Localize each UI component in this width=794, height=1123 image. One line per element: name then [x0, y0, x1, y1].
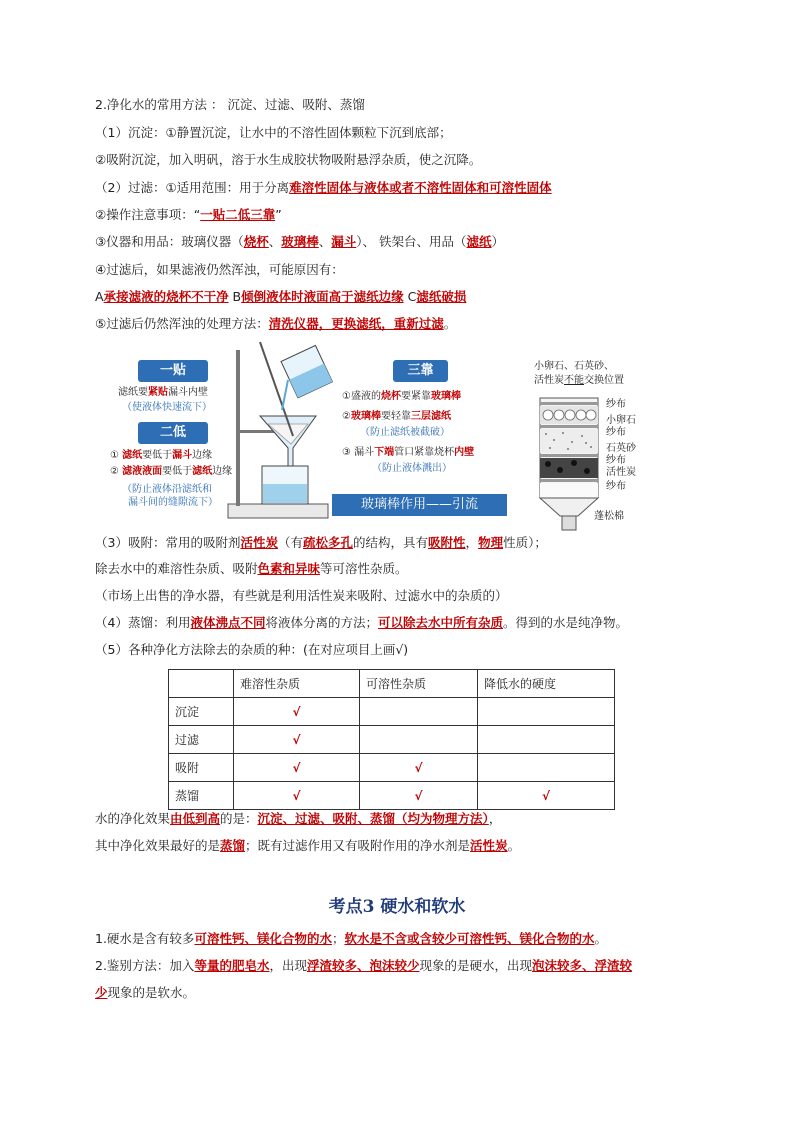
fig-note: 漏斗间的缝隙流下） — [128, 497, 218, 508]
text: 漏斗内壁 — [168, 387, 208, 398]
text: ① — [110, 450, 123, 461]
text: 要低于 — [142, 450, 173, 461]
text: 要紧靠 — [400, 391, 431, 402]
table-header-cell: 降低水的硬度 — [478, 670, 615, 698]
text: 将液体分离的方法； — [265, 615, 378, 630]
text-line — [95, 810, 501, 828]
table-header-row — [169, 670, 615, 698]
text: ④过滤后，如果滤液仍然浑浊，可能原因有： — [95, 262, 344, 277]
text-line — [95, 957, 632, 975]
text-line — [95, 930, 607, 948]
text: ③ 漏斗 — [342, 447, 375, 458]
purification-table — [168, 669, 615, 810]
table-row — [169, 782, 615, 810]
key-answer: 一贴二低三靠 — [200, 207, 276, 222]
text-line — [95, 837, 520, 855]
text: ②吸附沉淀，加入明矾，溶于水生成胶状物吸附悬浮杂质，使之沉降。 — [95, 152, 482, 167]
tag-three-lean: 三靠 — [393, 360, 448, 382]
check-cell: √ — [234, 754, 360, 782]
key-answer: 蒸馏 — [220, 838, 246, 853]
check-cell: √ — [234, 726, 360, 754]
key-answer: 倾倒液体时液面高于滤纸边缘 — [241, 289, 404, 304]
key-answer: 清洗仪器，更换滤纸，重新过滤 — [268, 316, 444, 331]
fig-note: （防止滤纸被截破） — [360, 427, 450, 438]
layer-label: 蓬松棉 — [594, 511, 624, 522]
text: 其中净化效果最好的是 — [95, 838, 221, 853]
text: 。 — [507, 838, 521, 853]
key-answer: 泡沫较多、浮渣较 — [532, 958, 633, 973]
text-line — [95, 641, 408, 659]
table-header-cell: 可溶性杂质 — [360, 670, 478, 698]
text: ， — [465, 535, 479, 550]
key-answer: 物理 — [478, 535, 504, 550]
fig-note: （防止液体溅出） — [372, 463, 452, 474]
text-line — [95, 315, 456, 333]
text: 现象的是软水。 — [107, 985, 196, 1000]
text: ，出现 — [269, 958, 307, 973]
text: 不能 — [564, 375, 584, 386]
key-answer: 由低到高 — [170, 811, 221, 826]
text-line — [95, 261, 344, 279]
text: 2.净化水的常用方法 ： 沉淀、过滤、吸附、蒸馏 — [95, 97, 365, 112]
check-cell: √ — [360, 782, 478, 810]
check-cell: √ — [234, 698, 360, 726]
key-answer: 少 — [95, 985, 108, 1000]
table-header-cell — [169, 670, 234, 698]
key-answer: 滤纸 — [122, 450, 143, 461]
key-answer: 色素和异味 — [257, 561, 321, 576]
check-cell: √ — [360, 754, 478, 782]
text: ” — [275, 207, 282, 222]
layer-label: 纱布 — [606, 481, 626, 492]
text: 要低于 — [162, 466, 193, 477]
table-row — [169, 726, 615, 754]
key-answer: 可以除去水中所有杂质 — [378, 615, 504, 630]
key-answer: 漏斗 — [331, 234, 357, 249]
text: （3）吸附：常用的吸附剂 — [95, 535, 241, 550]
text: C — [403, 289, 417, 304]
fig-text — [342, 410, 451, 423]
text-line — [95, 534, 547, 552]
text: ）、 铁架台、用品（ — [356, 234, 467, 249]
key-answer: 滤纸破损 — [416, 289, 467, 304]
layer-label: 石英砂 — [606, 443, 636, 454]
text-line — [95, 179, 552, 197]
layer-label: 纱布 — [606, 427, 626, 438]
glass-rod-role-banner: 玻璃棒作用——引流 — [332, 494, 507, 516]
table-row — [169, 754, 615, 782]
key-answer: 滤液液面 — [122, 466, 163, 477]
text: 。得到的水是纯净物。 — [503, 615, 629, 630]
text: ② — [110, 466, 123, 477]
check-cell: √ — [234, 782, 360, 810]
key-answer: 疏松多孔 — [303, 535, 354, 550]
text-line — [95, 96, 365, 114]
text: 性质）； — [503, 535, 547, 550]
text: ①盛液的 — [342, 391, 381, 402]
row-label: 蒸馏 — [169, 782, 234, 810]
text: ②操作注意事项：“ — [95, 207, 201, 222]
text-line — [95, 560, 408, 578]
key-answer: 沉淀、过滤、吸附、蒸馏（均为物理方法） — [257, 811, 489, 826]
fig-text — [118, 386, 208, 399]
text-line — [95, 151, 481, 169]
key-answer: 内壁 — [454, 447, 475, 458]
text: 交换位置 — [584, 375, 624, 386]
key-answer: 浮渣较多、泡沫较少 — [306, 958, 420, 973]
text: 的是： — [220, 811, 258, 826]
text-line — [95, 288, 466, 306]
table-header-cell: 难溶性杂质 — [234, 670, 360, 698]
fig-text — [342, 446, 474, 459]
text: 活性炭 — [534, 375, 564, 386]
text: ② — [342, 411, 351, 422]
filtration-figure — [110, 340, 510, 525]
text: ， — [488, 811, 502, 826]
key-answer: 等量的肥皂水 — [194, 958, 270, 973]
key-answer: 玻璃棒 — [350, 411, 381, 422]
key-answer: 玻璃棒 — [430, 391, 461, 402]
text: 1.硬水是含有较多 — [95, 931, 195, 946]
fig-text — [110, 465, 232, 478]
text: （1）沉淀：①静置沉淀，让水中的不溶性固体颗粒下沉到底部； — [95, 125, 452, 140]
tag-one-stick: 一贴 — [138, 360, 208, 382]
check-cell — [478, 754, 615, 782]
text: （有 — [277, 535, 303, 550]
text-line — [95, 614, 628, 632]
simple-water-purifier-figure — [520, 360, 690, 530]
key-answer: 液体沸点不同 — [190, 615, 266, 630]
key-answer: 三层滤纸 — [410, 411, 451, 422]
text-line — [95, 984, 195, 1002]
key-answer: 下端 — [374, 447, 395, 458]
fig-note: （防止液体沿滤纸和 — [122, 484, 212, 495]
row-label: 沉淀 — [169, 698, 234, 726]
text: 边缘 — [212, 466, 233, 477]
text: （2）过滤：①适用范围：用于分离 — [95, 180, 290, 195]
key-answer: 活性炭 — [240, 535, 278, 550]
row-label: 过滤 — [169, 726, 234, 754]
row-label: 吸附 — [169, 754, 234, 782]
text: 。 — [594, 931, 607, 946]
table-row — [169, 698, 615, 726]
text: ③仪器和用品：玻璃仪器（ — [95, 234, 244, 249]
key-answer: 难溶性固体与液体或者不溶性固体和可溶性固体 — [289, 180, 552, 195]
key-answer: 活性炭 — [470, 838, 508, 853]
key-answer: 滤纸 — [192, 466, 213, 477]
text: 边缘 — [192, 450, 213, 461]
text-line — [95, 124, 452, 142]
text: 现象的是硬水，出现 — [419, 958, 532, 973]
key-answer: 软水是不含或含较少可溶性钙、镁化合物的水 — [344, 931, 595, 946]
key-answer: 可溶性钙、镁化合物的水 — [194, 931, 332, 946]
text: （4）蒸馏：利用 — [95, 615, 191, 630]
text: ） — [491, 234, 505, 249]
text: ；既有过滤作用又有吸附作用的净水剂是 — [245, 838, 471, 853]
text: 水的净化效果 — [95, 811, 171, 826]
layer-label: 活性炭 — [606, 467, 636, 478]
key-answer: 烧杯 — [380, 391, 401, 402]
text: 管口紧靠烧杯 — [394, 447, 455, 458]
check-cell: √ — [478, 782, 615, 810]
text: （5）各种净化方法除去的杂质的种：(在对应项目上画√) — [95, 642, 409, 657]
fig-text — [110, 449, 212, 462]
tag-two-low: 二低 — [138, 422, 208, 444]
text: 。 — [443, 316, 457, 331]
key-answer: 玻璃棒 — [281, 234, 319, 249]
fig-note: （使液体快速流下） — [122, 402, 212, 413]
text: 的结构，具有 — [353, 535, 429, 550]
layer-label: 纱布 — [606, 399, 626, 410]
key-answer: 紧贴 — [148, 387, 168, 398]
key-answer: 烧杯 — [243, 234, 269, 249]
text: 除去水中的难溶性杂质、吸附 — [95, 561, 258, 576]
text: A — [95, 289, 104, 304]
check-cell — [360, 726, 478, 754]
text-line — [95, 206, 282, 224]
fig-text — [342, 390, 461, 403]
fig-caption: 小卵石、石英砂、 — [534, 361, 614, 372]
text: 、 — [268, 234, 282, 249]
key-answer: 承接滤液的烧杯不干净 — [103, 289, 229, 304]
layer-label: 纱布 — [606, 455, 626, 466]
key-answer: 吸附性 — [428, 535, 466, 550]
text: （市场上出售的净水器，有些就是利用活性炭来吸附、过滤水中的杂质的） — [95, 588, 508, 603]
text: 2.鉴别方法：加入 — [95, 958, 195, 973]
text: 要轻靠 — [380, 411, 411, 422]
section-heading: 考点3 硬水和软水 — [328, 897, 466, 917]
text-line — [95, 587, 508, 605]
check-cell — [478, 698, 615, 726]
check-cell — [360, 698, 478, 726]
text: B — [228, 289, 242, 304]
layer-label: 小卵石 — [606, 415, 636, 426]
fig-caption — [534, 374, 624, 387]
text: 滤纸要 — [118, 387, 148, 398]
check-cell — [478, 726, 615, 754]
text: ； — [331, 931, 345, 946]
text: 、 — [318, 234, 332, 249]
text-line — [95, 233, 504, 251]
text: 等可溶性杂质。 — [320, 561, 408, 576]
key-answer: 漏斗 — [172, 450, 193, 461]
text: ⑤过滤后仍然浑浊的处理方法： — [95, 316, 269, 331]
key-answer: 滤纸 — [466, 234, 492, 249]
